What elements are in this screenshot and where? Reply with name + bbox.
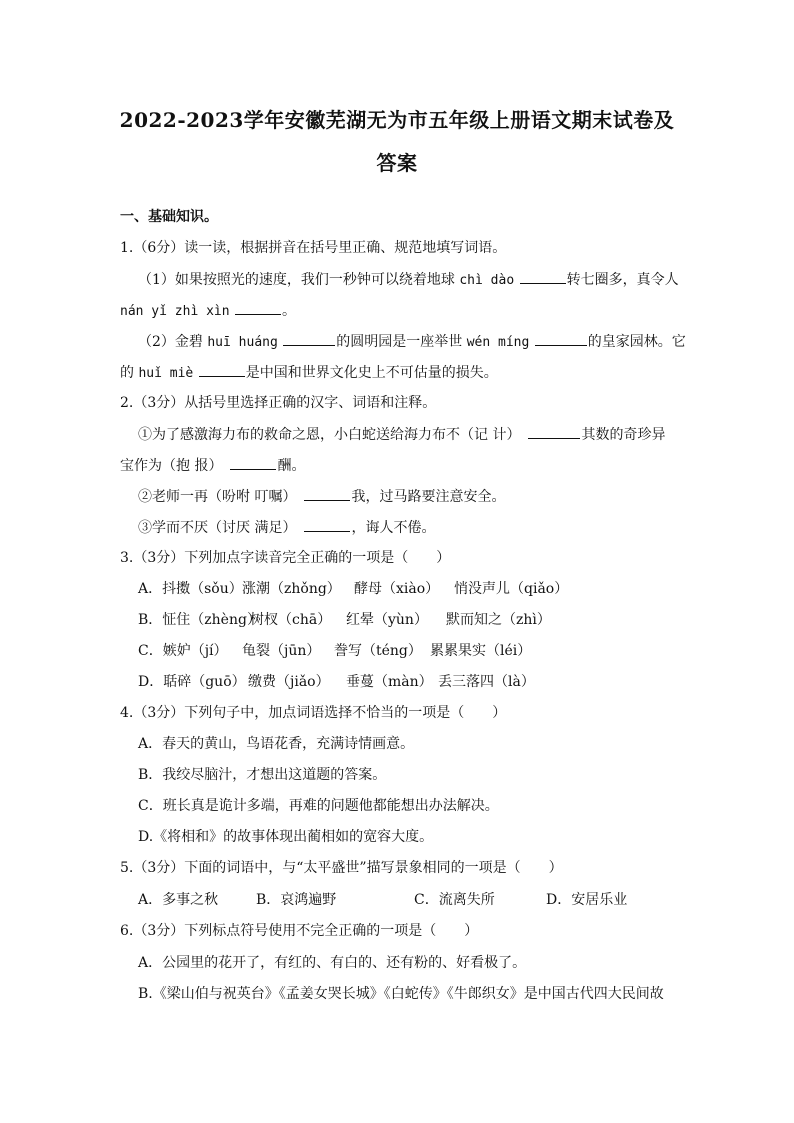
- q5-option-a[interactable]: A．多事之秋: [138, 892, 219, 908]
- q5-option-c[interactable]: C．流离失所: [414, 892, 495, 908]
- q3-option-b[interactable]: B．怔住（zhèng）树杈（chā） 红晕（yùn） 默而知之（zhì）: [138, 612, 551, 628]
- q3-option-c[interactable]: C．嫉妒（jí） 龟裂（jūn） 誊写（téng） 累累果实（léi）: [138, 643, 532, 659]
- q1-line1: （1）如果按照光的速度，我们一秒钟可以绕着地球 chì dào 转七圈多，真令人: [138, 269, 679, 291]
- section-heading: 一、基础知识。: [120, 209, 218, 225]
- q4-option-d[interactable]: D.《将相和》的故事体现出蔺相如的宽容大度。: [138, 829, 434, 845]
- answer-blank[interactable]: [304, 486, 350, 501]
- q3-stem: 3.（3分）下列加点字读音完全正确的一项是（ ）: [120, 550, 451, 566]
- q6-option-b[interactable]: B.《梁山伯与祝英台》《孟姜女哭长城》《白蛇传》《牛郎织女》是中国古代四大民间故: [138, 986, 664, 1002]
- q1-line2: nán yǐ zhì xìn 。: [120, 300, 296, 322]
- answer-blank[interactable]: [199, 362, 245, 377]
- q2-stem: 2.（3分）从括号里选择正确的汉字、词语和注释。: [120, 395, 437, 411]
- q2-line4: ③学而不厌（讨厌 满足） ，诲人不倦。: [138, 517, 435, 538]
- q1-line3: （2）金碧 huī huáng 的圆明园是一座举世 wén míng 的皇家园林。它: [138, 331, 686, 353]
- q2-line1: ①为了感激海力布的救命之恩，小白蛇送给海力布不（记 计） 其数的奇珍异: [138, 424, 665, 445]
- q5-stem: 5.（3分）下面的词语中，与“太平盛世”描写景象相同的一项是（ ）: [120, 860, 563, 876]
- answer-blank[interactable]: [520, 269, 566, 284]
- answer-blank[interactable]: [535, 331, 587, 346]
- q5-option-b[interactable]: B．哀鸿遍野: [256, 892, 337, 908]
- answer-blank[interactable]: [230, 455, 276, 470]
- q4-option-b[interactable]: B．我绞尽脑汁，才想出这道题的答案。: [138, 767, 387, 783]
- q4-option-a[interactable]: A．春天的黄山，鸟语花香，充满诗情画意。: [138, 736, 415, 752]
- q1-line4: 的 huǐ miè 是中国和世界文化史上不可估量的损失。: [120, 362, 498, 384]
- q5-option-d[interactable]: D．安居乐业: [546, 892, 628, 908]
- q2-line2: 宝作为（抱 报） 酬。: [120, 455, 305, 476]
- answer-blank[interactable]: [235, 300, 281, 315]
- q3-option-a[interactable]: A．抖擞（sǒu）涨潮（zhǒng） 酵母（xiào） 悄没声儿（qiǎo）: [138, 581, 569, 597]
- answer-blank[interactable]: [304, 517, 350, 532]
- q3-option-d[interactable]: D．聒碎（guō） 缴费（jiǎo） 垂蔓（màn） 丢三落四（là）: [138, 674, 535, 690]
- q1-stem: 1.（6分）读一读，根据拼音在括号里正确、规范地填写词语。: [120, 240, 507, 256]
- q4-option-c[interactable]: C．班长真是诡计多端，再难的问题他都能想出办法解决。: [138, 798, 499, 814]
- q4-stem: 4.（3分）下列句子中，加点词语选择不恰当的一项是（ ）: [120, 705, 507, 721]
- answer-blank[interactable]: [528, 424, 580, 439]
- q6-option-a[interactable]: A．公园里的花开了，有红的、有白的、还有粉的、好看极了。: [138, 955, 527, 971]
- page-title-line2: 答案: [376, 151, 418, 175]
- page-title-line1: 2022-2023学年安徽芜湖无为市五年级上册语文期末试卷及: [119, 108, 675, 132]
- answer-blank[interactable]: [283, 331, 335, 346]
- q6-stem: 6.（3分）下列标点符号使用不完全正确的一项是（ ）: [120, 923, 479, 939]
- q2-line3: ②老师一再（吩咐 叮嘱） 我，过马路要注意安全。: [138, 486, 505, 507]
